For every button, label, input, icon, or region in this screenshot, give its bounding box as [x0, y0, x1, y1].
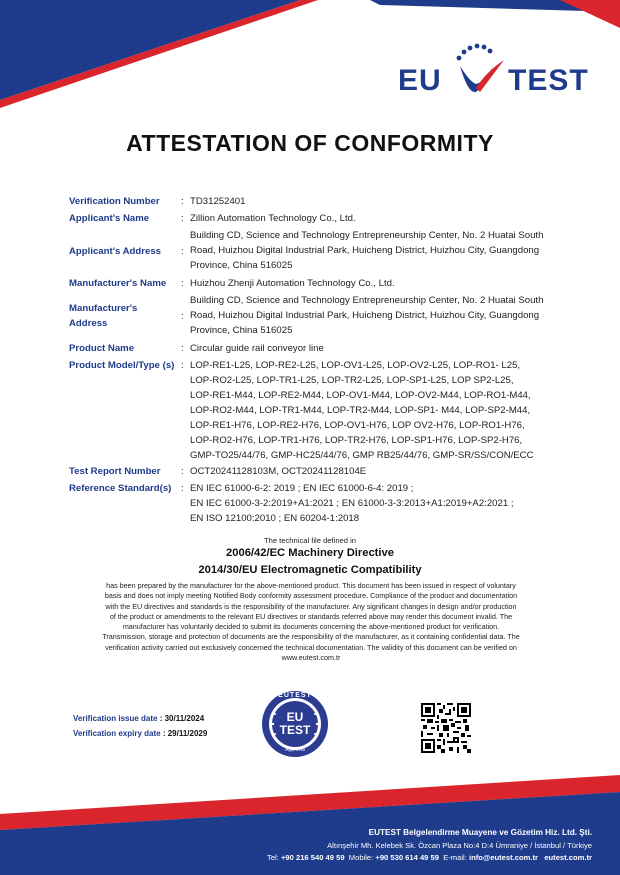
footer-contacts: Tel: +90 216 540 49 59 Mobile: +90 530 614 49 59 E-mail: info@eutest.com.tr eutest.com.tr — [267, 853, 592, 862]
qr-code-icon — [421, 703, 471, 753]
page-title: ATTESTATION OF CONFORMITY — [126, 130, 494, 156]
footer-address: Altınşehir Mh. Kelebek Sk. Özcan Plaza No:4 D:4 Ümraniye / İstanbul / Türkiye — [327, 841, 592, 850]
logo-test: TEST — [508, 64, 589, 97]
field-applicant-address: Applicant's Address : Building CD, Science and Technology Entrepreneurship Center, No. 2 Huatai South Road, Huizhou Digital Industrial Park, Huicheng District, Huizhou City, Guangdong Province, China 516025 — [69, 230, 544, 271]
directive-machinery: 2006/42/EC Machinery Directive — [226, 547, 394, 559]
technical-file-text: The technical file defined in — [263, 536, 357, 545]
footer-web[interactable]: eutest.com.tr — [544, 853, 592, 862]
field-product-name: Product Name : Circular guide rail conveyor line — [69, 343, 324, 354]
footer-company: EUTEST Belgelendirme Muayene ve Gözetim Hiz. Ltd. Şti. — [368, 828, 592, 837]
star-swoosh-icon — [446, 42, 510, 102]
issue-date: Verification issue date : 30/11/2024 — [73, 714, 205, 723]
field-test-report-number: Test Report Number : OCT20241128103M, OCT20241128104E — [69, 466, 367, 477]
disclaimer-paragraph: has been prepared by the manufacturer for the above-mentioned product. This document has been issued in respect of voluntary basis and does not imply meeting Notified Body conformity assessment procedure. Compliance of the product and documentation with the EU directives and standards is the responsibility of the manufacturer. Any significant changes in design and/or production of the product or amendments to the relevant EU directives or standards referred above may render this document invalid. The manufacturer has voluntarily decided to submit its documents concerning the above-mentioned product for verification. Transmission, storage and protection of documents are the responsibility of the manufacturer, as it containing confidential data. The verification activity carried out exclusively concerned the technical documentation. The validity of this document can be verified on www.eutest.com.tr — [66, 581, 556, 663]
field-reference-standards: Reference Standard(s) : EN IEC 61000-6-2: 2019 ; EN IEC 61000-6-4: 2019 ; EN IEC 61000-3-2:2019+A1:2021 ; EN 61000-3-3:2013+A1:2019+A2:2021 ; EN ISO 12100:2010 ; EN 60204-1:2018 — [69, 483, 514, 524]
directive-emc: 2014/30/EU Electromagnetic Compatibility — [198, 564, 422, 576]
field-manufacturer-name: Manufacturer's Name : Huizhou Zhenji Automation Technology Co., Ltd. — [69, 278, 395, 289]
field-applicant-name: Applicant's Name : Zillion Automation Technology Co., Ltd. — [69, 213, 356, 224]
footer-email[interactable]: info@eutest.com.tr — [468, 853, 538, 862]
qr-code[interactable] — [421, 703, 471, 753]
footer-tel[interactable]: +90 216 540 49 59 — [280, 853, 345, 862]
field-product-models: Product Model/Type (s) : LOP-RE1-L25, LOP-RE2-L25, LOP-OV1-L25, LOP-OV2-L25, LOP-RO1- L25, LOP-RO2-L25, LOP-TR1-L25, LOP-TR2-L25, LOP-SP1-L25, LOP SP2-L25, LOP-RE1-M44, LOP-RE2-M44, LOP-OV1-M44, LOP-OV2-M44, LOP-RO1-M44, LOP-RO2-M44, LOP-TR1-M44, LOP-TR2-M44, LOP-SP1- M44, LOP-SP2-M44, LOP-RE1-H76, LOP-RE2-H76, LOP-OV1-H76, LOP OV2-H76, LOP-RO1-H76, LOP-RO2-H76, LOP-TR1-H76, LOP-TR2-H76, LOP-SP1-H76, LOP-SP2-H76, GMP-TO25/44/76, GMP-HC25/44/76, GMP RB25/44/76, GMP-SR/SS/CON/ECC — [69, 360, 534, 461]
expiry-date: Verification expiry date : 29/11/2029 — [73, 729, 208, 738]
footer-mobile[interactable]: +90 530 614 49 59 — [375, 853, 439, 862]
field-manufacturer-address: Manufacturer's Address : Building CD, Science and Technology Entrepreneurship Center, No. 2 Huatai South Road, Huizhou Digital Industrial Park, Huicheng District, Huizhou City, Guangdong Province, China 516025 — [69, 295, 544, 336]
eutest-logo — [392, 42, 589, 104]
eutest-seal: EUTEST EU TEST Approval — [261, 690, 329, 758]
verification-link[interactable]: www.eutest.com.tr — [281, 653, 341, 663]
field-verification-number: Verification Number : TD31252401 — [69, 196, 246, 207]
logo-eu: EU — [398, 64, 442, 97]
